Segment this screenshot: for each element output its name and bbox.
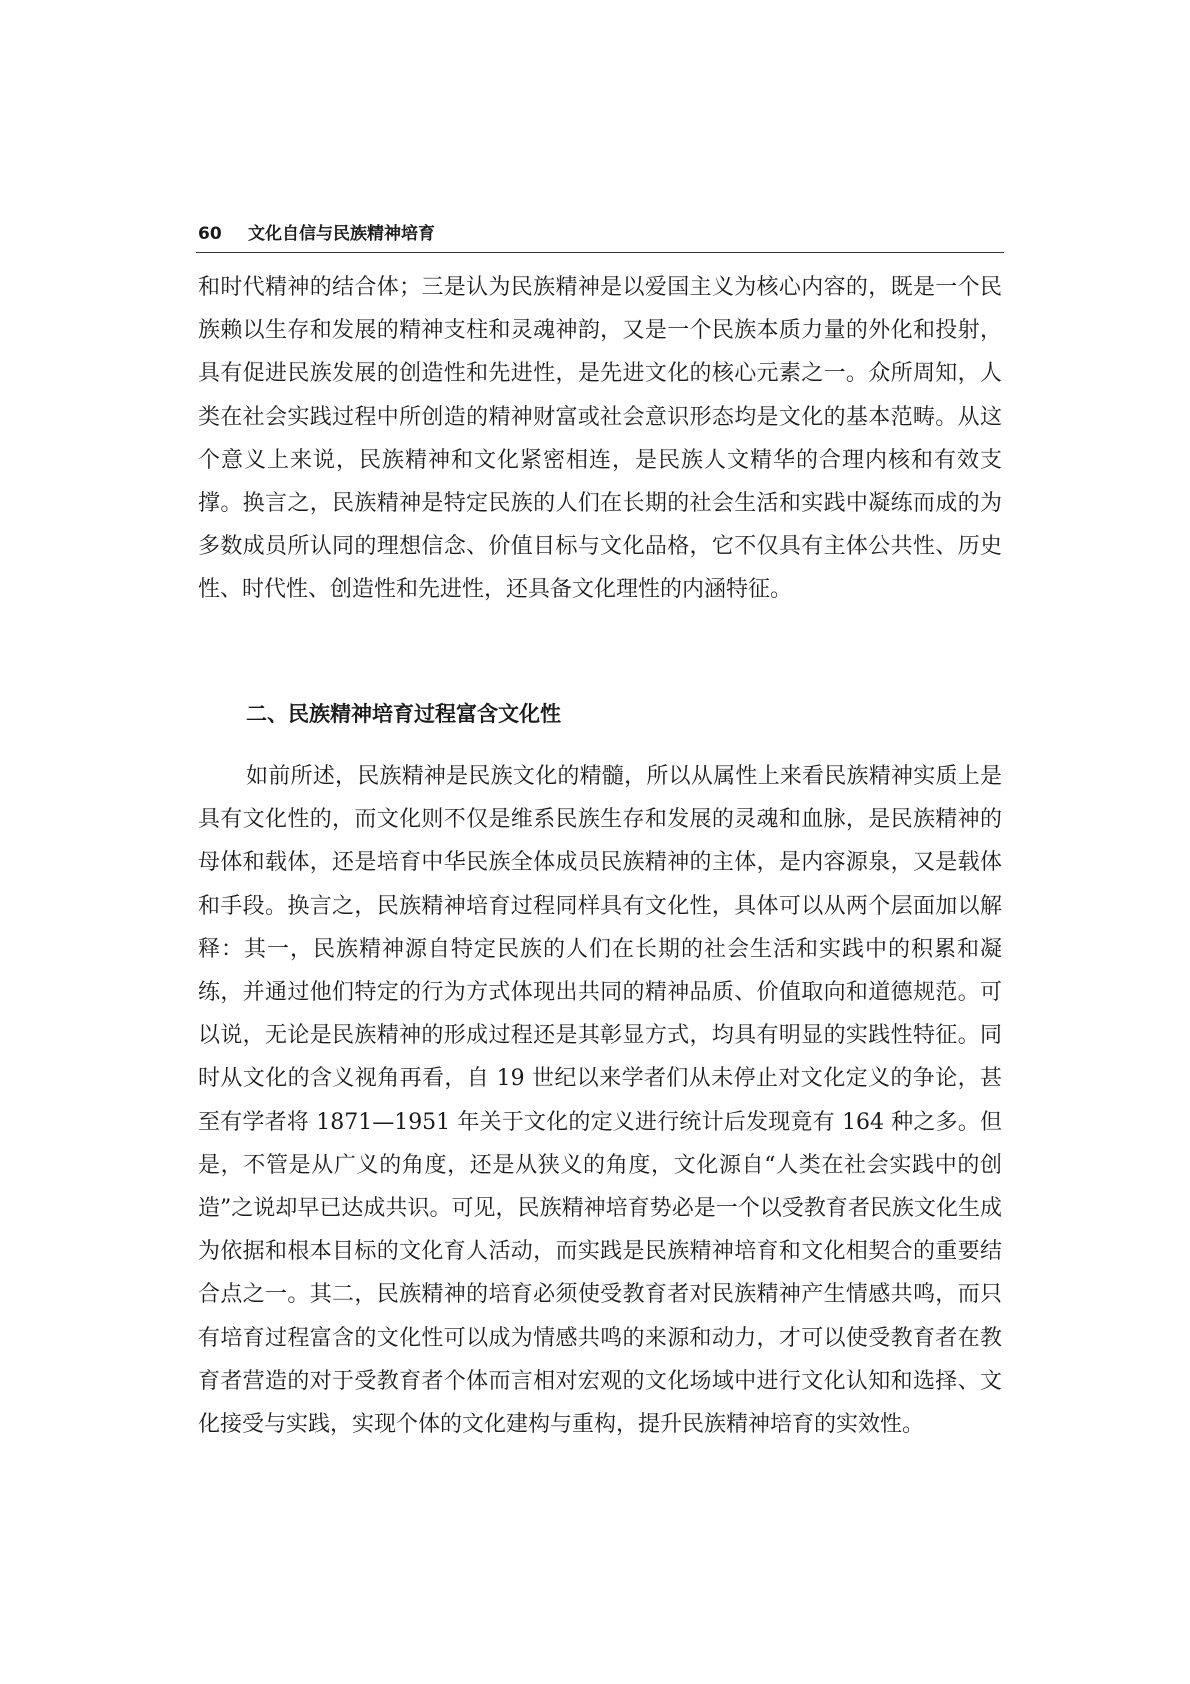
page-number: 60 [198,224,222,244]
book-title: 文化自信与民族精神培育 [248,224,435,244]
running-header [198,222,1002,252]
body-paragraph-2: 如前所述，民族精神是民族文化的精髓，所以从属性上来看民族精神实质上是具有文化性的，而文化则不仅是维系民族生存和发展的灵魂和血脉，是民族精神的母体和载体，还是培育中华民族全体成员民族精神的主体，是内容源泉，又是载体和手段。换言之，民族精神培育过程同样具有文化性，具体可以从两个层面加以解释：其一，民族精神源自特定民族的人们在长期的社会生活和实践中的积累和凝练，并通过他们特定的行为方式体现出共同的精神品质、价值取向和道德规范。可以说，无论是民族精神的形成过程还是其彰显方式，均具有明显的实践性特征。同时从文化的含义视角再看，自 19 世纪以来学者们从未停止对文化定义的争论，甚至有学者将 1871—1951 年关于文化的定义进行统计后发现竟有 164 种之多。但是，不管是从广义的角度，还是从狭义的角度，文化源自“人类在社会实践中的创造”之说却早已达成共识。可见，民族精神培育势必是一个以受教育者民族文化生成为依据和根本目标的文化育人活动，而实践是民族精神培育和文化相契合的重要结合点之一。其二，民族精神的培育必须使受教育者对民族精神产生情感共鸣，而只有培育过程富含的文化性可以成为情感共鸣的来源和动力，才可以使受教育者在教育者营造的对于受教育者个体而言相对宏观的文化场域中进行文化认知和选择、文化接受与实践，实现个体的文化建构与重构，提升民族精神培育的实效性。 [198,764,1002,1438]
header-divider [196,252,1004,253]
body-paragraph-1: 和时代精神的结合体；三是认为民族精神是以爱国主义为核心内容的，既是一个民族赖以生存和发展的精神支柱和灵魂神韵，又是一个民族本质力量的外化和投射，具有促进民族发展的创造性和先进性，是先进文化的核心元素之一。众所周知，人类在社会实践过程中所创造的精神财富或社会意识形态均是文化的基本范畴。从这个意义上来说，民族精神和文化紧密相连，是民族人文精华的合理内核和有效支撑。换言之，民族精神是特定民族的人们在长期的社会生活和实践中凝练而成的为多数成员所认同的理想信念、价值目标与文化品格，它不仅具有主体公共性、历史性、时代性、创造性和先进性，还具备文化理性的内涵特征。 [198,275,1002,603]
section-heading: 二、民族精神培育过程富含文化性 [246,702,561,726]
